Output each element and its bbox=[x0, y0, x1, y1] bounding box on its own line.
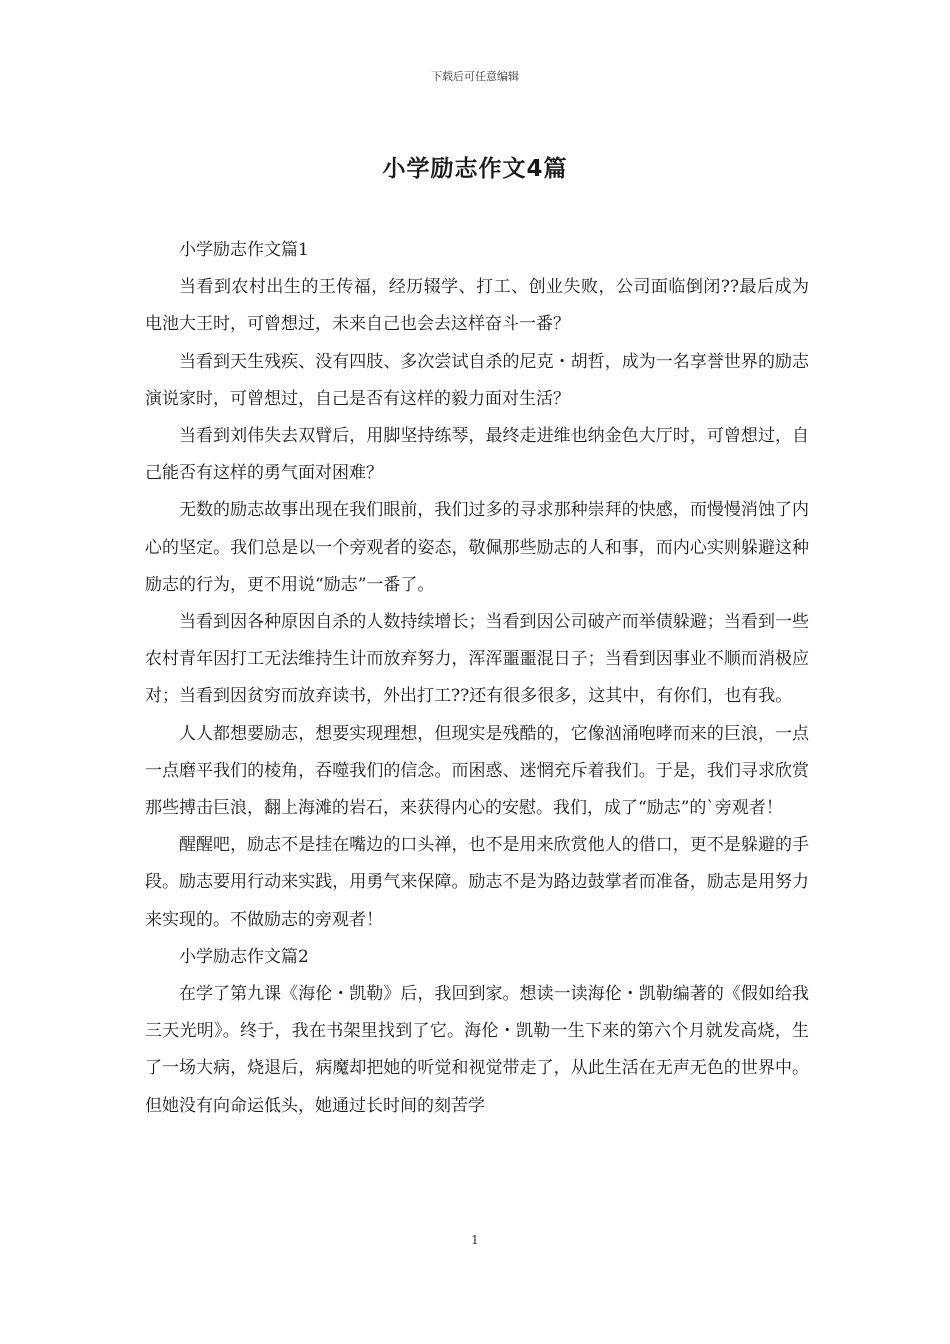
document-body bbox=[145, 232, 809, 1125]
header-note: 下载后可任意编辑 bbox=[431, 70, 519, 83]
paragraph: 无数的励志故事出现在我们眼前，我们过多的寻求那种崇拜的快感，而慢慢消蚀了内心的坚定。我们总是以一个旁观者的姿态，敬佩那些励志的人和事，而内心实则躲避这种励志的行为，更不用说“励志”一番了。 bbox=[145, 500, 809, 595]
paragraph: 醒醒吧，励志不是挂在嘴边的口头禅，也不是用来欣赏他人的借口，更不是躲避的手段。励志要用行动来实践，用勇气来保障。励志不是为路边鼓掌者而准备，励志是用努力来实现的。不做励志的旁观者！ bbox=[145, 835, 809, 930]
paragraph: 当看到农村出生的王传福，经历辍学、打工、创业失败，公司面临倒闭??最后成为电池大王时，可曾想过，未来自己也会去这样奋斗一番？ bbox=[145, 277, 809, 335]
document-title: 小学励志作文4篇 bbox=[382, 156, 568, 182]
page-number: 1 bbox=[471, 1233, 479, 1247]
paragraph: 当看到天生残疾、没有四肢、多次尝试自杀的尼克・胡哲，成为一名享誉世界的励志演说家时，可曾想过，自己是否有这样的毅力面对生活？ bbox=[145, 351, 809, 409]
section-heading-2: 小学励志作文篇2 bbox=[179, 946, 309, 967]
paragraph: 人人都想要励志，想要实现理想，但现实是残酷的，它像汹涌咆哮而来的巨浪，一点一点磨平我们的棱角，吞噬我们的信念。而困惑、迷惘充斥着我们。于是，我们寻求欣赏那些搏击巨浪，翻上海滩的岩石，来获得内心的安慰。我们，成了“励志”的`旁观者！ bbox=[145, 723, 809, 819]
paragraph: 当看到因各种原因自杀的人数持续增长；当看到因公司破产而举债躲避；当看到一些农村青年因打工无法维持生计而放弃努力，浑浑噩噩混日子；当看到因事业不顺而消极应对；当看到因贫穷而放弃读书，外出打工??还有很多很多，这其中，有你们，也有我。 bbox=[145, 612, 809, 707]
paragraph: 当看到刘伟失去双臂后，用脚坚持练琴，最终走进维也纳金色大厅时，可曾想过，自己能否有这样的勇气面对困难？ bbox=[145, 426, 809, 484]
paragraph: 在学了第九课《海伦・凯勒》后，我回到家。想读一读海伦・凯勒编著的《假如给我三天光明》。终于，我在书架里找到了它。海伦・凯勒一生下来的第六个月就发高烧，生了一场大病，烧退后，病魔却把她的听觉和视觉带走了，从此生活在无声无色的世界中。但她没有向命运低头，她通过长时间的刻苦学 bbox=[145, 984, 809, 1116]
section-heading-1: 小学励志作文篇1 bbox=[179, 240, 309, 260]
